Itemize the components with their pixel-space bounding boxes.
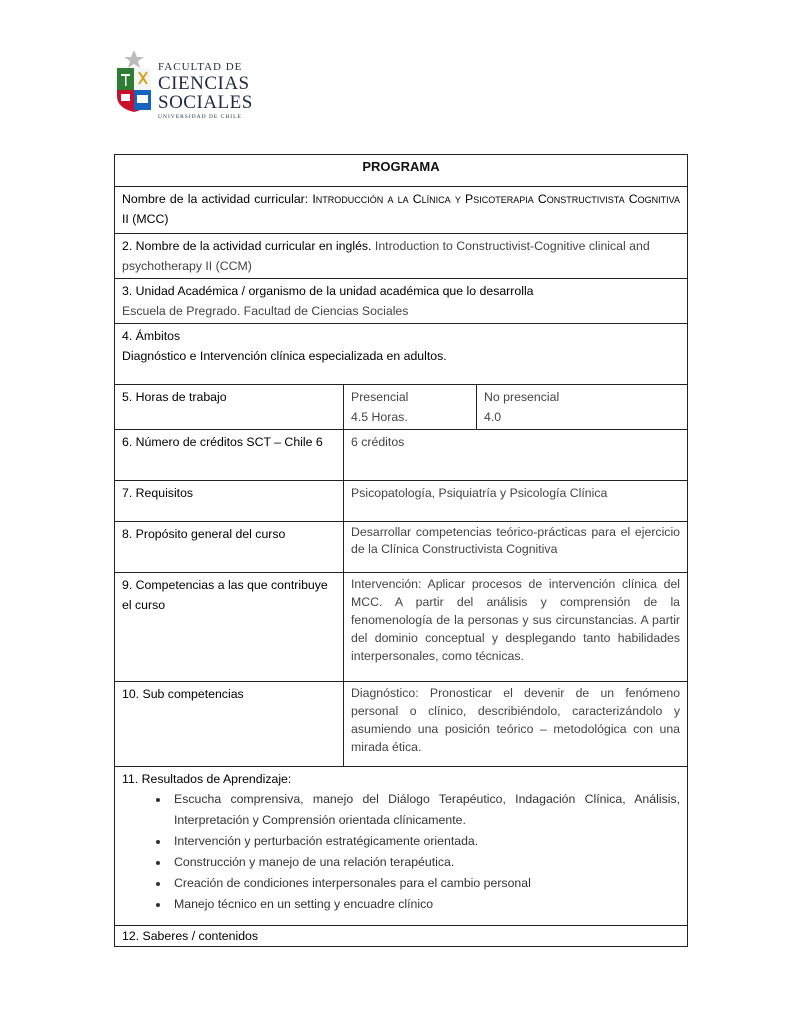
program-table (114, 154, 688, 947)
contents-label: 12. Saberes / contenidos (115, 926, 688, 947)
table-row (115, 187, 688, 234)
table-row (115, 481, 688, 522)
english-name-value: Introduction to Constructivist-Cognitive clinical and psychotherapy II (CCM) (122, 239, 650, 273)
row-academic-unit (115, 279, 688, 324)
credits-label: 6. Número de créditos SCT – Chile 6 (115, 430, 344, 481)
logo-text (158, 62, 253, 121)
hours-label: 5. Horas de trabajo (115, 385, 344, 430)
sub-competencies-value: Diagnóstico: Pronosticar el devenir de un fenómeno personal o clínico, describiéndolo, caracterizándolo y asumiendo una posición teórico – metodológica con una mirada ética. (344, 682, 688, 767)
competencies-value: Intervención: Aplicar procesos de intervención clínica del MCC. A partir del análisis y comprensión de la fenomenología de la personas y sus circunstancias. A partir del dominio conceptual y desplegando tanto habilidades interpersonales, como técnicas. (344, 573, 688, 682)
table-row (115, 522, 688, 573)
course-name-value: Introducción a la Clínica y Psicoterapia Constructivista Cognitiva II (MCC) (122, 192, 681, 226)
academic-unit-label: 3. Unidad Académica / organismo de la unidad académica que lo desarrolla (122, 284, 534, 298)
table-title: PROGRAMA (115, 155, 688, 187)
row-scopes (115, 324, 688, 385)
table-row (115, 430, 688, 481)
presencial-value: 4.5 Horas. (351, 410, 408, 424)
hours-no-presencial (477, 385, 688, 430)
list-item: • Intervención y perturbación estratégicamente orientada. (170, 831, 680, 852)
course-name-label: Nombre de la actividad curricular: (122, 192, 309, 206)
row-learning-outcomes (115, 767, 688, 926)
scopes-value: Diagnóstico e Intervención clínica especializada en adultos. (122, 349, 447, 363)
logo-line-3: SOCIALES (158, 92, 253, 113)
faculty-logo (114, 48, 264, 118)
row-english-name (115, 234, 688, 279)
list-item: • Creación de condiciones interpersonales para el cambio personal (170, 873, 680, 894)
logo-line-1: FACULTAD DE (158, 61, 243, 73)
table-row (115, 324, 688, 385)
row-course-name (115, 187, 688, 234)
learning-outcomes-list (122, 789, 680, 915)
university-crest-icon (114, 48, 154, 114)
logo-line-2: CIENCIAS (158, 73, 250, 94)
list-item: • Manejo técnico en un setting y encuadre clínico (170, 894, 680, 915)
table-row (115, 767, 688, 926)
hours-presencial (344, 385, 477, 430)
academic-unit-value: Escuela de Pregrado. Facultad de Ciencias Sociales (122, 304, 409, 318)
list-item: • Construcción y manejo de una relación terapéutica. (170, 852, 680, 873)
scopes-label: 4. Ámbitos (122, 329, 181, 343)
english-name-label: 2. Nombre de la actividad curricular en inglés. (122, 239, 372, 253)
requirements-label: 7. Requisitos (115, 481, 344, 522)
table-row (115, 155, 688, 187)
learning-outcomes-label: 11. Resultados de Aprendizaje: (122, 772, 292, 786)
list-item: • Escucha comprensiva, manejo del Diálogo Terapéutico, Indagación Clínica, Análisis, Interpretación y Comprensión orientada clínicamente. (170, 789, 680, 831)
purpose-value: Desarrollar competencias teórico-prácticas para el ejercicio de la Clínica Constructivista Cognitiva (344, 522, 688, 573)
presencial-label: Presencial (351, 390, 409, 404)
logo-line-4: UNIVERSIDAD DE CHILE (158, 114, 242, 120)
table-row (115, 234, 688, 279)
sub-competencies-label: 10. Sub competencias (115, 682, 344, 767)
no-presencial-value: 4.0 (484, 410, 502, 424)
requirements-value: Psicopatología, Psiquiatría y Psicología Clínica (344, 481, 688, 522)
no-presencial-label: No presencial (484, 390, 560, 404)
credits-value: 6 créditos (344, 430, 688, 481)
table-row (115, 385, 688, 430)
competencies-label: 9. Competencias a las que contribuye el curso (115, 573, 344, 682)
table-row (115, 279, 688, 324)
purpose-label: 8. Propósito general del curso (115, 522, 344, 573)
table-row (115, 682, 688, 767)
table-row (115, 926, 688, 947)
table-row (115, 573, 688, 682)
